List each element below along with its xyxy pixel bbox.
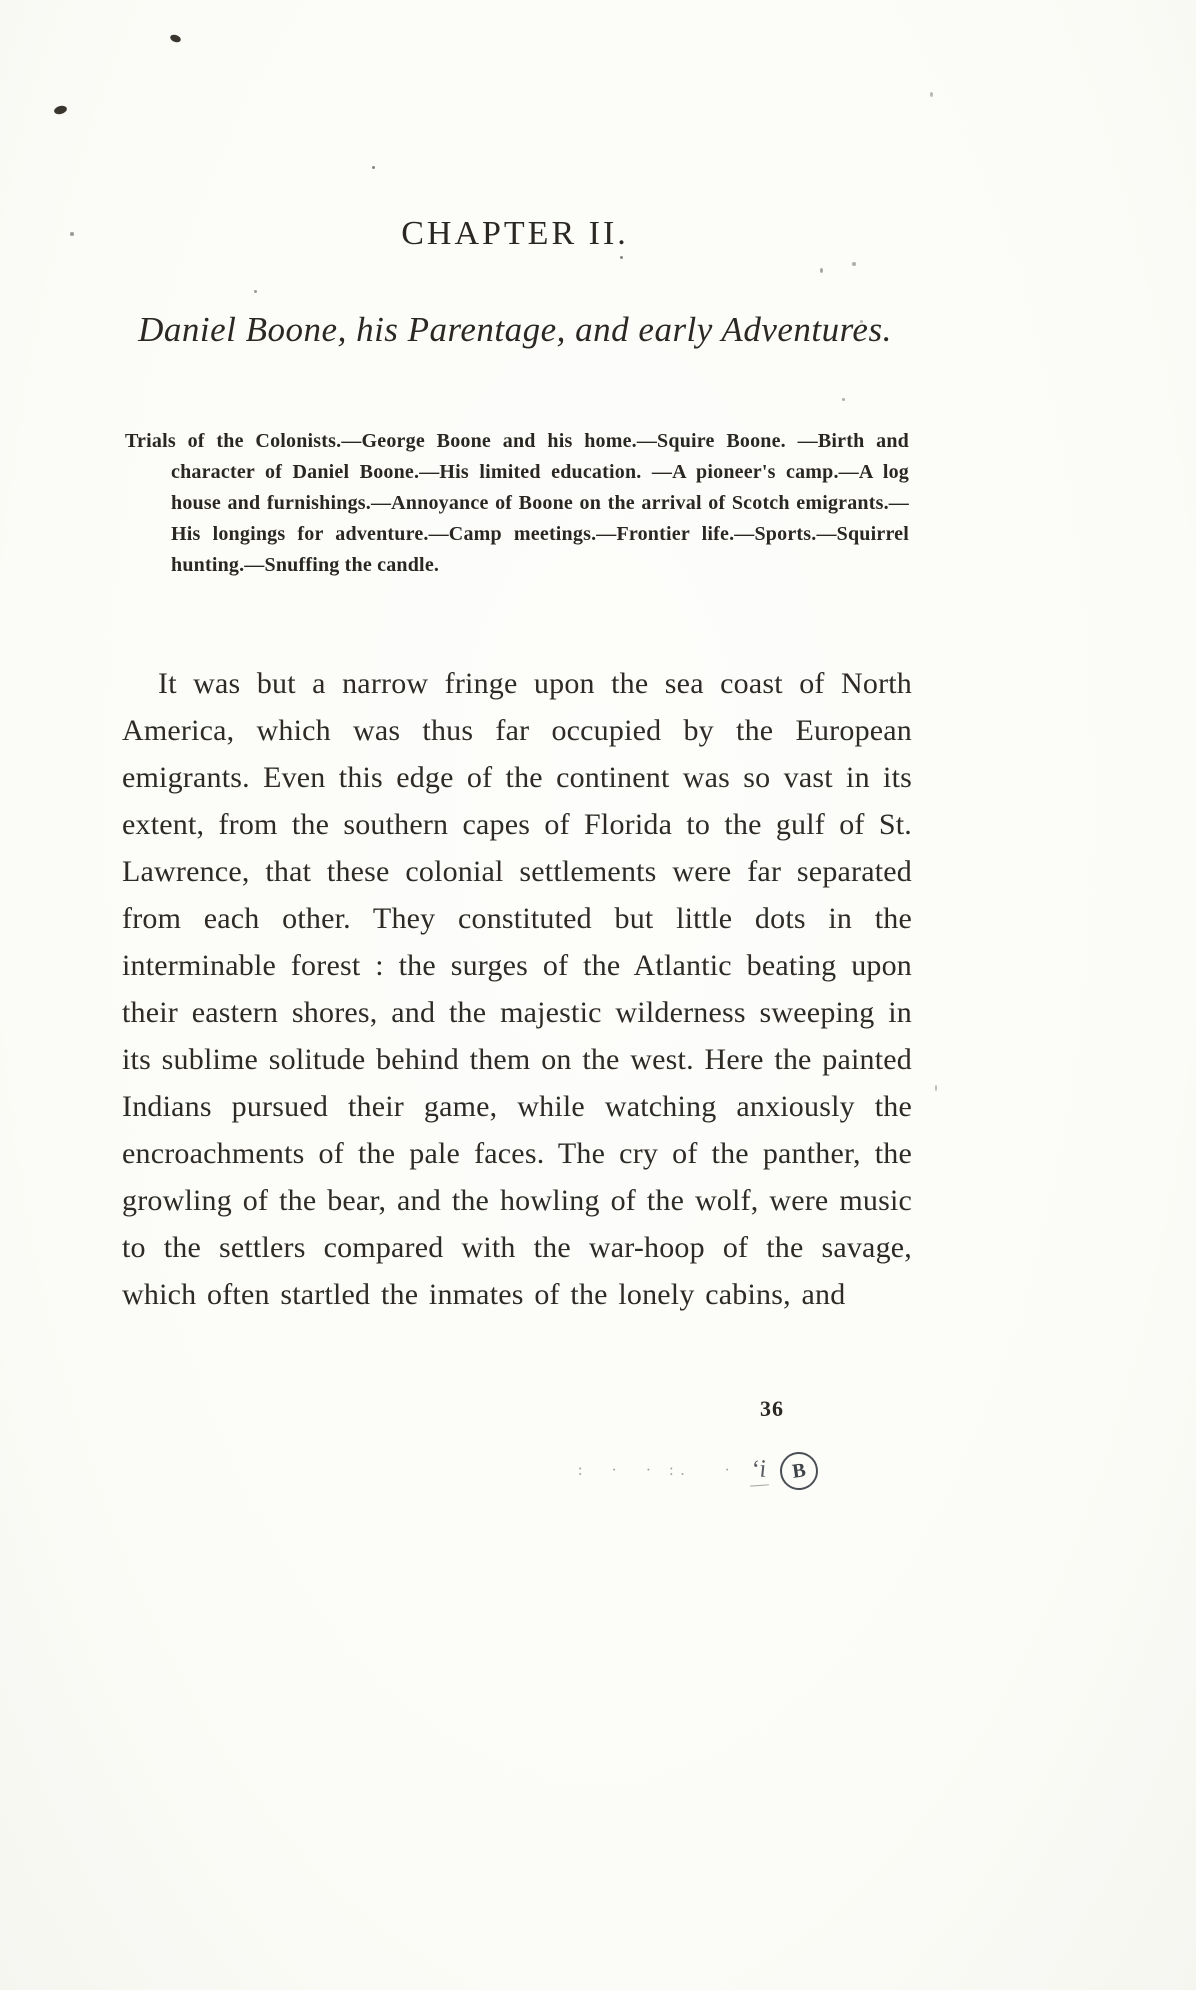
ink-speck	[372, 166, 375, 169]
pencil-scribble: ʻi	[748, 1455, 769, 1486]
ink-speck	[70, 232, 74, 236]
chapter-heading: CHAPTER II.	[401, 215, 629, 252]
chapter-title: Daniel Boone, his Parentage, and early Adventures.	[138, 310, 892, 349]
body-paragraph: It was but a narrow fringe upon the sea coast of North America, which was thus far occupied by the European emigrants. Even this edge of the continent was so vast in its extent, from the southern capes of Florida to the gulf of St. Lawrence, that these colonial settlements were far separated from each other. They constituted but little dots in the interminable forest : the surges of the Atlantic beating upon their eastern shores, and the majestic wilderness sweeping in its sublime solitude behind them on the west. Here the painted Indians pursued their game, while watching anxiously the encroachments of the pale faces. The cry of the panther, the growling of the bear, and the howling of the wolf, were music to the settlers compared with the war-hoop of the savage, which often startled the inmates of the lonely cabins, and	[122, 667, 912, 1311]
ink-speck	[842, 398, 845, 401]
ink-speck	[620, 256, 623, 259]
ink-speck	[852, 262, 856, 266]
stamp-circled-b-icon: B	[778, 1450, 821, 1493]
ink-speck	[935, 1085, 937, 1091]
page-number: 36	[760, 1396, 784, 1421]
ink-speck	[53, 104, 68, 115]
pencil-dots: : · · :. ·	[578, 1462, 737, 1479]
ink-speck	[820, 268, 823, 273]
chapter-synopsis: Trials of the Colonists.—George Boone and his home.—Squire Boone. —Birth and character of Daniel Boone.—His limited education. —A pioneer's camp.—A log house and furnishings.—Annoyance of Boone on the arrival of Scotch emigrants.—His longings for adventure.—Camp meetings.—Frontier life.—Sports.—Squirrel hunting.—Snuffing the candle.	[125, 430, 909, 576]
ink-speck	[169, 33, 182, 43]
ink-speck	[930, 92, 933, 97]
margin-marks	[578, 1452, 848, 1490]
ink-speck	[254, 290, 257, 293]
